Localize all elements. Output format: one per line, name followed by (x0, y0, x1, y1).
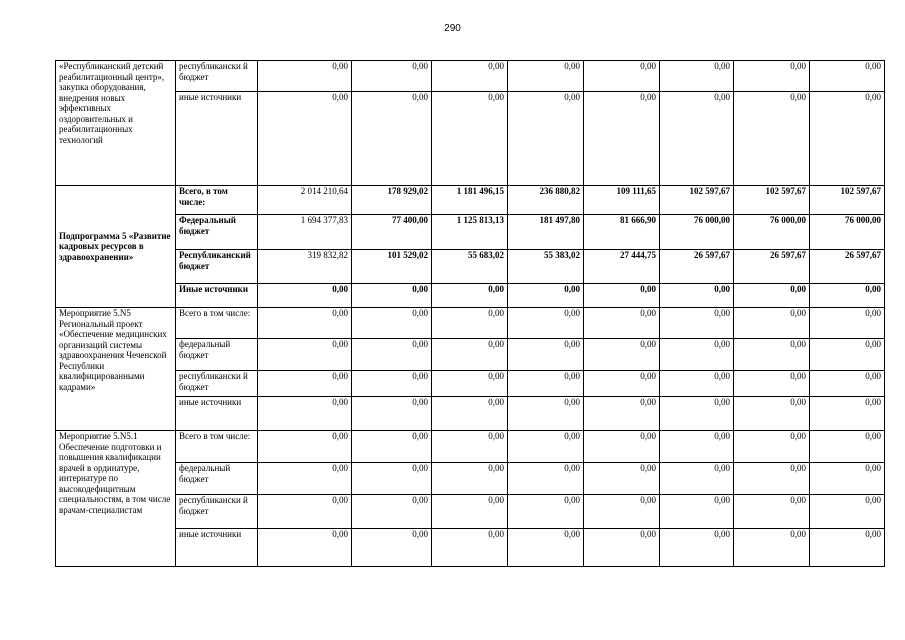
table-row (56, 186, 885, 215)
amount-cell: 0,00 (584, 431, 660, 463)
table-row (56, 431, 885, 463)
amount-cell: 0,00 (258, 463, 352, 495)
amount-cell: 102 597,67 (660, 186, 734, 215)
amount-cell: 0,00 (258, 92, 352, 186)
amount-cell: 55 383,02 (508, 250, 584, 284)
funding-source-cell: иные источники (176, 397, 258, 431)
amount-cell: 0,00 (352, 431, 432, 463)
amount-cell: 0,00 (584, 371, 660, 397)
amount-cell: 0,00 (810, 61, 885, 92)
amount-cell: 0,00 (508, 92, 584, 186)
amount-cell: 0,00 (508, 431, 584, 463)
funding-source-cell: Всего в том числе: (176, 431, 258, 463)
measure-name-cell: Подпрограмма 5 «Развитие кадровых ресурсов в здравоохранении» (56, 186, 176, 308)
amount-cell: 1 125 813,13 (432, 215, 508, 250)
amount-cell: 0,00 (810, 339, 885, 371)
amount-cell: 0,00 (432, 61, 508, 92)
amount-cell: 0,00 (508, 397, 584, 431)
amount-cell: 0,00 (432, 463, 508, 495)
amount-cell: 0,00 (432, 339, 508, 371)
amount-cell: 0,00 (508, 463, 584, 495)
amount-cell: 0,00 (258, 61, 352, 92)
amount-cell: 76 000,00 (734, 215, 810, 250)
amount-cell: 0,00 (258, 371, 352, 397)
page-number: 290 (444, 23, 461, 34)
amount-cell: 0,00 (352, 61, 432, 92)
table-row (56, 61, 885, 92)
amount-cell: 27 444,75 (584, 250, 660, 284)
amount-cell: 0,00 (584, 308, 660, 339)
amount-cell: 0,00 (734, 371, 810, 397)
table-row (56, 495, 885, 529)
funding-source-cell: иные источники (176, 92, 258, 186)
amount-cell: 2 014 210,64 (258, 186, 352, 215)
amount-cell: 0,00 (352, 371, 432, 397)
amount-cell: 0,00 (810, 463, 885, 495)
amount-cell: 0,00 (660, 495, 734, 529)
amount-cell: 0,00 (508, 339, 584, 371)
amount-cell: 0,00 (810, 284, 885, 308)
table-row (56, 339, 885, 371)
table-row (56, 250, 885, 284)
amount-cell: 0,00 (734, 92, 810, 186)
amount-cell: 0,00 (432, 371, 508, 397)
amount-cell: 0,00 (584, 397, 660, 431)
amount-cell: 77 400,00 (352, 215, 432, 250)
amount-cell: 0,00 (734, 61, 810, 92)
budget-table (55, 60, 885, 567)
table-row (56, 397, 885, 431)
amount-cell: 0,00 (352, 397, 432, 431)
amount-cell: 236 880,82 (508, 186, 584, 215)
amount-cell: 0,00 (734, 308, 810, 339)
amount-cell: 0,00 (508, 371, 584, 397)
amount-cell: 0,00 (508, 61, 584, 92)
table-row (56, 529, 885, 567)
measure-name-cell: Мероприятие 5.N5.1 Обеспечение подготовки и повышения квалификации врачей в ординатуре, интернатуре по высокодефицитным специальностям, в том числе врачам-специалистам (56, 431, 176, 567)
amount-cell: 0,00 (584, 92, 660, 186)
amount-cell: 0,00 (734, 339, 810, 371)
amount-cell: 0,00 (660, 463, 734, 495)
amount-cell: 0,00 (352, 308, 432, 339)
amount-cell: 0,00 (660, 339, 734, 371)
amount-cell: 0,00 (584, 284, 660, 308)
amount-cell: 0,00 (734, 397, 810, 431)
amount-cell: 0,00 (432, 308, 508, 339)
amount-cell: 0,00 (432, 92, 508, 186)
amount-cell: 0,00 (660, 431, 734, 463)
amount-cell: 0,00 (660, 529, 734, 567)
amount-cell: 1 694 377,83 (258, 215, 352, 250)
amount-cell: 0,00 (810, 431, 885, 463)
amount-cell: 0,00 (258, 308, 352, 339)
amount-cell: 0,00 (584, 463, 660, 495)
amount-cell: 0,00 (810, 529, 885, 567)
amount-cell: 0,00 (508, 495, 584, 529)
funding-source-cell: республикански й бюджет (176, 61, 258, 92)
amount-cell: 0,00 (352, 284, 432, 308)
amount-cell: 0,00 (584, 61, 660, 92)
amount-cell: 0,00 (258, 397, 352, 431)
amount-cell: 0,00 (584, 529, 660, 567)
amount-cell: 0,00 (508, 308, 584, 339)
amount-cell: 0,00 (258, 431, 352, 463)
table-row (56, 308, 885, 339)
funding-source-cell: республикански й бюджет (176, 495, 258, 529)
amount-cell: 76 000,00 (810, 215, 885, 250)
amount-cell: 0,00 (432, 529, 508, 567)
funding-source-cell: Федеральный бюджет (176, 215, 258, 250)
table-row (56, 284, 885, 308)
amount-cell: 0,00 (734, 284, 810, 308)
amount-cell: 0,00 (660, 308, 734, 339)
table-row (56, 92, 885, 186)
amount-cell: 26 597,67 (734, 250, 810, 284)
measure-name-cell: Мероприятие 5.N5 Региональный проект «Обеспечение медицинских организаций системы здравоохранения Чеченской Республики квалифицированными кадрами» (56, 308, 176, 431)
funding-source-cell: Всего в том числе: (176, 308, 258, 339)
funding-source-cell: федеральный бюджет (176, 463, 258, 495)
table-row (56, 371, 885, 397)
amount-cell: 0,00 (258, 339, 352, 371)
amount-cell: 81 666,90 (584, 215, 660, 250)
funding-source-cell: республикански й бюджет (176, 371, 258, 397)
amount-cell: 0,00 (584, 339, 660, 371)
amount-cell: 0,00 (660, 371, 734, 397)
amount-cell: 0,00 (810, 92, 885, 186)
amount-cell: 0,00 (258, 495, 352, 529)
funding-source-cell: Республиканский бюджет (176, 250, 258, 284)
amount-cell: 0,00 (432, 397, 508, 431)
amount-cell: 0,00 (660, 284, 734, 308)
amount-cell: 0,00 (660, 92, 734, 186)
amount-cell: 26 597,67 (810, 250, 885, 284)
amount-cell: 76 000,00 (660, 215, 734, 250)
amount-cell: 0,00 (660, 397, 734, 431)
amount-cell: 319 832,82 (258, 250, 352, 284)
amount-cell: 55 683,02 (432, 250, 508, 284)
amount-cell: 26 597,67 (660, 250, 734, 284)
amount-cell: 102 597,67 (810, 186, 885, 215)
amount-cell: 0,00 (734, 463, 810, 495)
funding-source-cell: федеральный бюджет (176, 339, 258, 371)
amount-cell: 178 929,02 (352, 186, 432, 215)
amount-cell: 1 181 496,15 (432, 186, 508, 215)
amount-cell: 0,00 (810, 308, 885, 339)
amount-cell: 0,00 (660, 61, 734, 92)
amount-cell: 0,00 (432, 431, 508, 463)
amount-cell: 0,00 (734, 431, 810, 463)
amount-cell: 0,00 (352, 529, 432, 567)
amount-cell: 102 597,67 (734, 186, 810, 215)
table-row (56, 215, 885, 250)
measure-name-cell: «Республиканский детский реабилитационный центр», закупка оборудования, внедрения новых эффективных оздоровительных и реабилитационных технологий (56, 61, 176, 186)
amount-cell: 109 111,65 (584, 186, 660, 215)
amount-cell: 0,00 (432, 284, 508, 308)
amount-cell: 0,00 (810, 397, 885, 431)
funding-source-cell: иные источники (176, 529, 258, 567)
table-row (56, 463, 885, 495)
amount-cell: 0,00 (810, 495, 885, 529)
amount-cell: 0,00 (508, 529, 584, 567)
funding-source-cell: Иные источники (176, 284, 258, 308)
amount-cell: 0,00 (734, 495, 810, 529)
amount-cell: 0,00 (810, 371, 885, 397)
amount-cell: 0,00 (432, 495, 508, 529)
amount-cell: 0,00 (352, 339, 432, 371)
amount-cell: 0,00 (352, 463, 432, 495)
amount-cell: 0,00 (584, 495, 660, 529)
amount-cell: 0,00 (258, 529, 352, 567)
amount-cell: 101 529,02 (352, 250, 432, 284)
amount-cell: 0,00 (508, 284, 584, 308)
amount-cell: 0,00 (352, 92, 432, 186)
amount-cell: 0,00 (258, 284, 352, 308)
amount-cell: 0,00 (734, 529, 810, 567)
amount-cell: 0,00 (352, 495, 432, 529)
amount-cell: 181 497,80 (508, 215, 584, 250)
funding-source-cell: Всего, в том числе: (176, 186, 258, 215)
